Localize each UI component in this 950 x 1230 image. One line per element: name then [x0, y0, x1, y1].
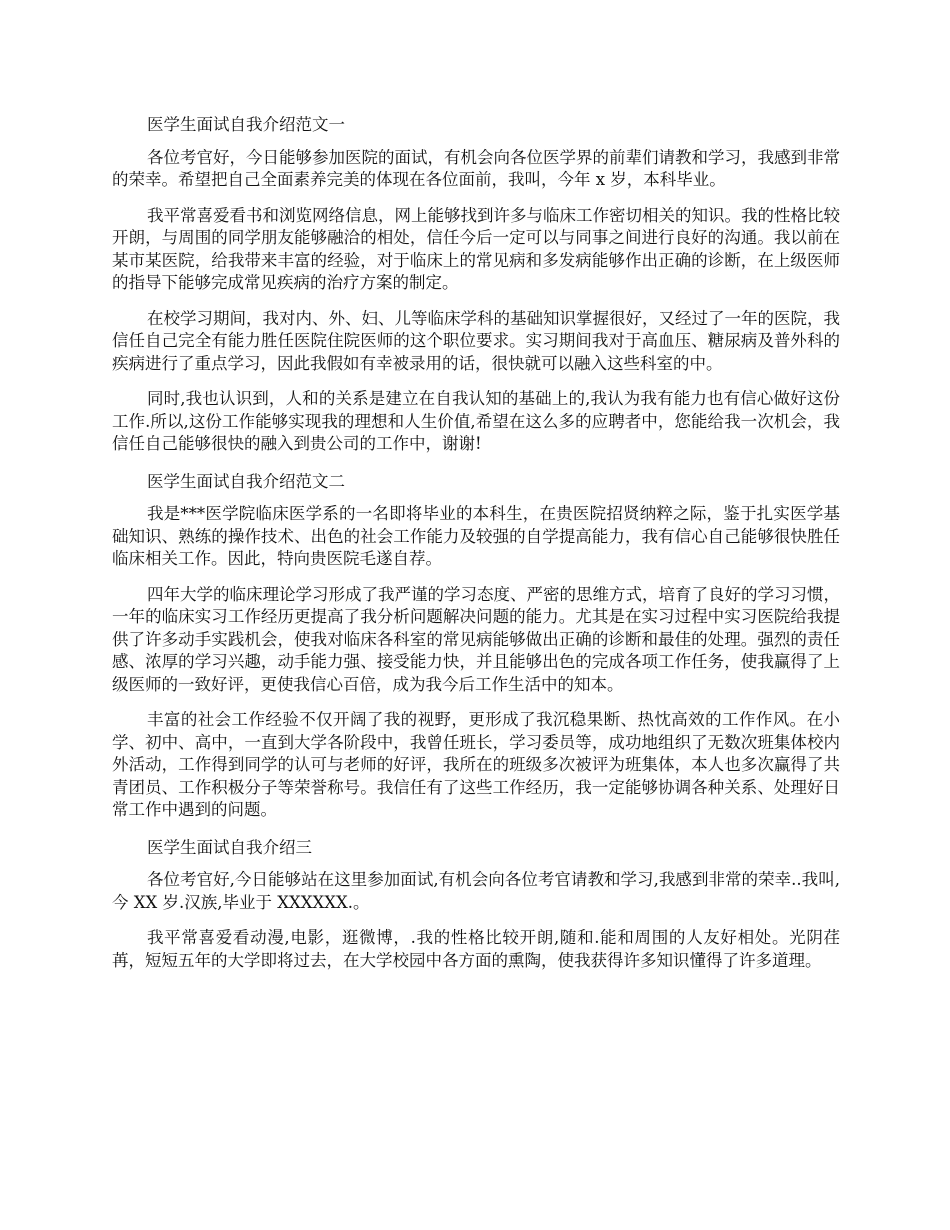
- paragraph: 各位考官好，今日能够参加医院的面试，有机会向各位医学界的前辈们请教和学习，我感到非常的荣幸。希望把自己全面素养完美的体现在各位面前，我叫，今年 x 岁，本科毕业。: [112, 147, 840, 189]
- paragraph: 我平常喜爱看动漫,电影，逛微博，.我的性格比较开朗,随和.能和周围的人友好相处。光阴荏苒，短短五年的大学即将过去，在大学校园中各方面的熏陶，使我获得许多知识懂得了许多道理。: [112, 928, 840, 970]
- section-title: 医学生面试自我介绍范文一: [147, 115, 345, 134]
- section-title: 医学生面试自我介绍范文二: [147, 471, 345, 491]
- document-page: [112, 112, 840, 985]
- section-3: [112, 835, 840, 973]
- paragraph: 丰富的社会工作经验不仅开阔了我的视野，更形成了我沉稳果断、热忱高效的工作作风。在小学、初中、高中，一直到大学各阶段中，我曾任班长，学习委员等，成功地组织了无数次班集体校内外活动，工作得到同学的认可与老师的好评，我所在的班级多次被评为班集体，本人也多次赢得了共青团员、工作积极分子等荣誉称号。我信任有了这些工作经历，我一定能够协调各种关系、处理好日常工作中遇到的问题。: [112, 710, 840, 819]
- paragraph: 我平常喜爱看书和浏览网络信息，网上能够找到许多与临床工作密切相关的知识。我的性格比较开朗，与周围的同学朋友能够融洽的相处，信任今后一定可以与同事之间进行良好的沟通。我以前在某市某医院，给我带来丰富的经验，对于临床上的常见病和多发病能够作出正确的诊断，在上级医师的指导下能够完成常见疾病的治疗方案的制定。: [112, 205, 840, 292]
- section-title: 医学生面试自我介绍三: [147, 837, 312, 857]
- paragraph: 同时,我也认识到，人和的关系是建立在自我认知的基础上的,我认为我有能力也有信心做好这份工作.所以,这份工作能够实现我的理想和人生价值,希望在这么多的应聘者中，您能给我一次机会，我信任自己能够很快的融入到贵公司的工作中，谢谢!: [112, 389, 840, 453]
- paragraph: 各位考官好,今日能够站在这里参加面试,有机会向各位考官请教和学习,我感到非常的荣幸..我叫,今 XX 岁.汉族,毕业于 XXXXXX.。: [112, 870, 840, 912]
- paragraph: 四年大学的临床理论学习形成了我严谨的学习态度、严密的思维方式，培育了良好的学习习惯，一年的临床实习工作经历更提高了我分析问题解决问题的能力。尤其是在实习过程中实习医院给我提供了许多动手实践机会，使我对临床各科室的常见病能够做出正确的诊断和最佳的处理。强烈的责任感、浓厚的学习兴趣，动手能力强、接受能力快，并且能够出色的完成各项工作任务，使我赢得了上级医师的一致好评，更使我信心百倍，成为我今后工作生活中的知本。: [112, 584, 840, 694]
- paragraph: 在校学习期间，我对内、外、妇、儿等临床学科的基础知识掌握很好，又经过了一年的医院，我信任自己完全有能力胜任医院住院医师的这个职位要求。实习期间我对于高血压、糖尿病及普外科的疾病进行了重点学习，因此我假如有幸被录用的话，很快就可以融入这些科室的中。: [112, 308, 840, 373]
- section-2: [112, 469, 840, 822]
- paragraph: 我是***医学院临床医学系的一名即将毕业的本科生，在贵医院招贤纳粹之际，鉴于扎实医学基础知识、熟练的操作技术、出色的社会工作能力及较强的自学提高能力，我有信心自己能够很快胜任临床相关工作。因此，特向贵医院毛遂自荐。: [112, 504, 840, 568]
- section-1: [112, 112, 840, 456]
